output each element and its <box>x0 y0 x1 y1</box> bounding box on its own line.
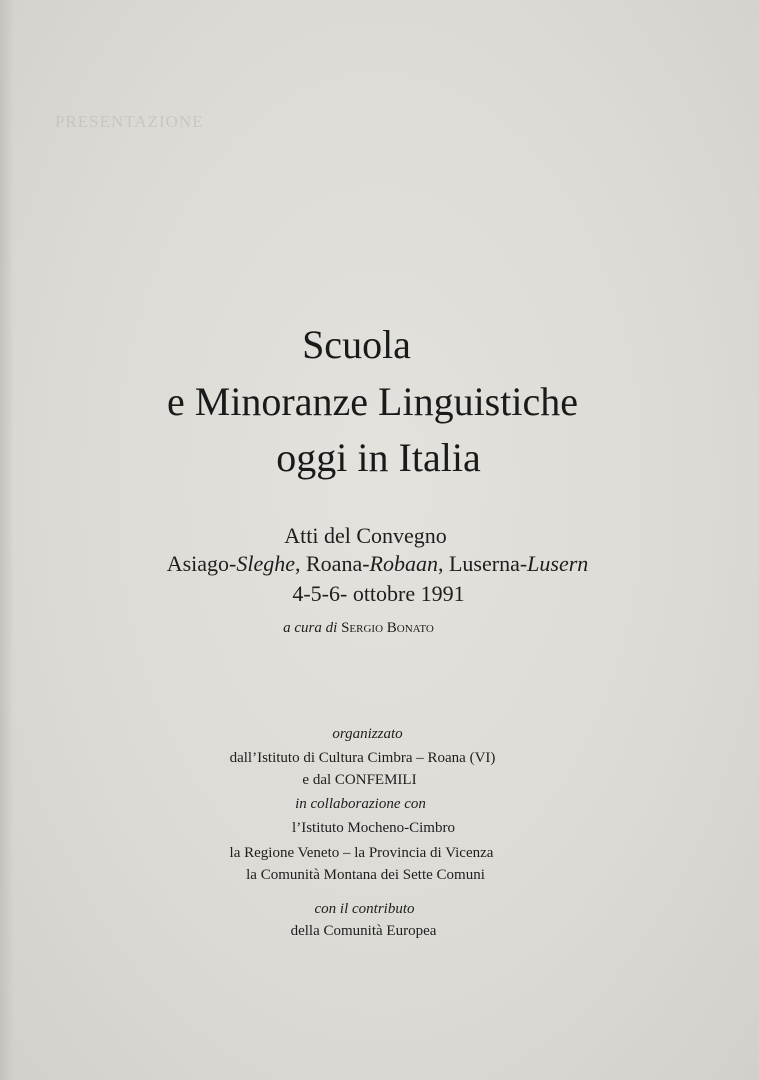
editor-name: Sergio Bonato <box>341 620 434 636</box>
organizer-1: dall’Istituto di Cultura Cimbra – Roana (VI) <box>229 750 496 766</box>
conference-dates: 4-5-6- ottobre 1991 <box>292 581 465 606</box>
contributor: della Comunità Europea <box>290 923 437 939</box>
cura-prefix: a cura di <box>283 620 338 636</box>
organizzato-label: organizzato <box>332 726 403 742</box>
atti-del-convegno: Atti del Convegno <box>284 523 447 548</box>
title-line-2: e Minoranze Linguistiche <box>167 379 578 424</box>
collaborazione-label: in collaborazione con <box>295 796 426 812</box>
collaborator-1: l’Istituto Mocheno-Cimbro <box>292 820 455 836</box>
place-sleghe: Sleghe <box>236 551 295 576</box>
place-luserna: , Luserna- <box>437 551 528 576</box>
contributo-label: con il contributo <box>314 901 415 917</box>
title-line-3: oggi in Italia <box>276 435 481 480</box>
place-asiago: Asiago- <box>166 551 237 576</box>
title-line-1: Scuola <box>302 322 411 367</box>
conference-places <box>0 553 757 575</box>
place-robaan: Robaan <box>369 551 438 576</box>
collaborator-2: la Regione Veneto – la Provincia di Vicenza <box>229 845 494 861</box>
editor-line <box>0 620 738 637</box>
place-lusern: Lusern <box>527 551 589 576</box>
show-through-heading: PRESENTAZIONE <box>55 112 204 131</box>
collaborator-3: la Comunità Montana dei Sette Comuni <box>246 867 485 883</box>
organizer-2: e dal CONFEMILI <box>302 772 417 788</box>
place-roana: , Roana- <box>295 551 370 576</box>
